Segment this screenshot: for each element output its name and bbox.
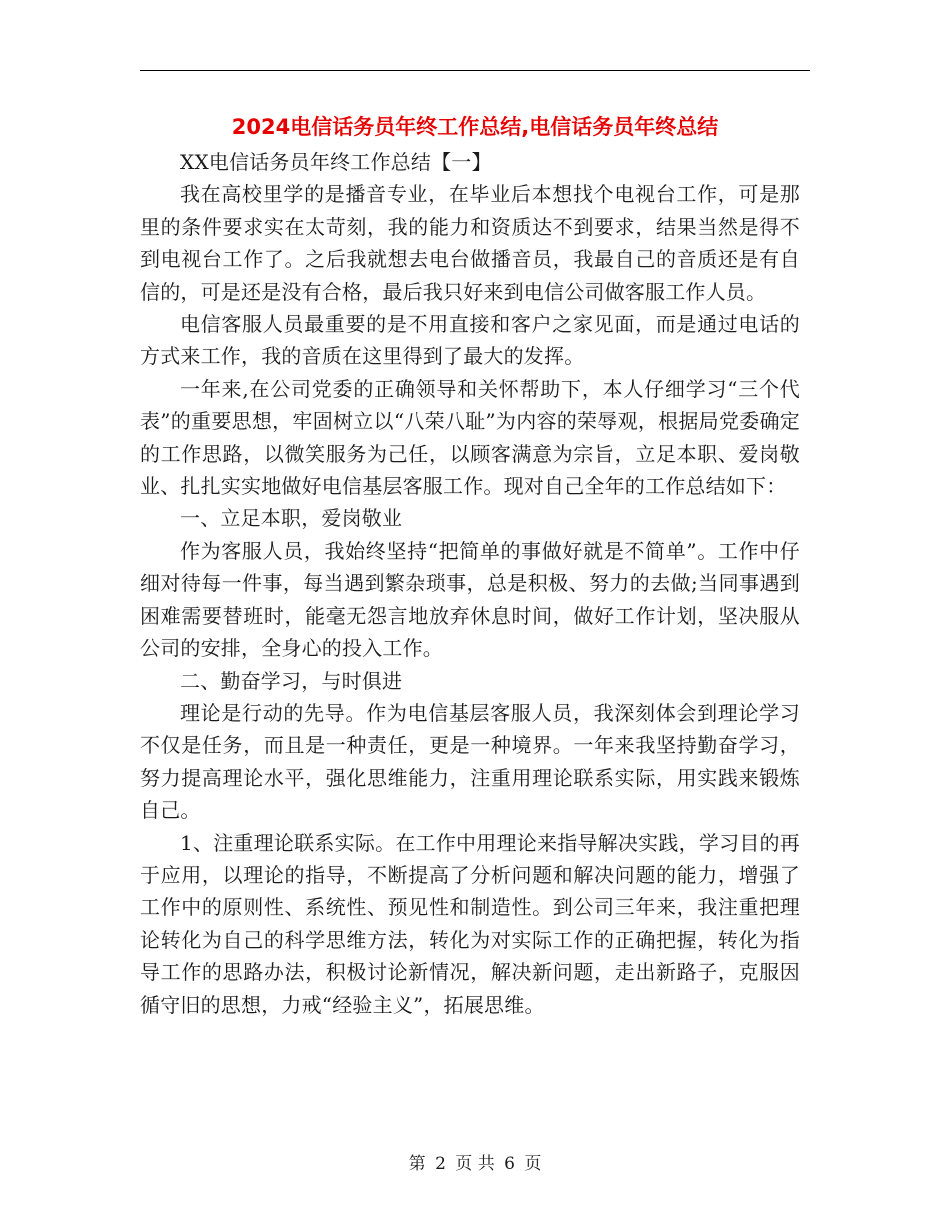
total-pages-number: 6 [504, 1154, 515, 1174]
header-rule [140, 70, 810, 71]
paragraph-theory-practice: 1、注重理论联系实际。在工作中用理论来指导解决实践，学习目的再于应用，以理论的指导，不断提高了分析问题和解决问题的能力，增强了工作中的原则性、系统性、预见性和制造性。到公司三年来，我注重把理论转化为自己的科学思维方法，转化为对实际工作的正确把握，转化为指导工作的思路办法，积极讨论新情况，解决新问题，走出新路子，克服因循守旧的思想，力戒“经验主义”，拓展思维。 [140, 830, 800, 1017]
paragraph-dedication: 作为客服人员，我始终坚持“把简单的事做好就是不简单”。工作中仔细对待每一件事，每当遇到繁杂琐事，总是积极、努力的去做;当同事遇到困难需要替班时，能毫无怨言地放弃休息时间，做好工作计划，坚决服从公司的安排，全身心的投入工作。 [140, 538, 800, 661]
page-footer [0, 1152, 950, 1176]
page-label-suffix: 页 [524, 1154, 542, 1174]
paragraph-study: 理论是行动的先导。作为电信基层客服人员，我深刻体会到理论学习不仅是任务，而且是一种责任，更是一种境界。一年来我坚持勤奋学习，努力提高理论水平，强化思维能力，注重用理论联系实际，用实践来锻炼自己。 [140, 700, 800, 823]
paragraph-background: 我在高校里学的是播音专业，在毕业后本想找个电视台工作，可是那里的条件要求实在太苛刻，我的能力和资质达不到要求，结果当然是得不到电视台工作了。之后我就想去电台做播音员，我最自己的音质还是有自信的，可是还是没有合格，最后我只好来到电信公司做客服工作人员。 [140, 182, 800, 304]
paragraph-customer-service: 电信客服人员最重要的是不用直接和客户之家见面，而是通过电话的方式来工作，我的音质在这里得到了最大的发挥。 [140, 312, 800, 369]
document-body [140, 146, 800, 1021]
page-label-mid: 页 共 [455, 1154, 495, 1174]
section-heading-two: 二、勤奋学习，与时俱进 [180, 668, 403, 693]
paragraph-year-overview: 一年来,在公司党委的正确领导和关怀帮助下，本人仔细学习“三个代表”的重要思想，牢固树立以“八荣八耻”为内容的荣辱观，根据局党委确定的工作思路，以微笑服务为己任，以顾客满意为宗旨，立足本职、爱岗敬业、扎扎实实地做好电信基层客服工作。现对自己全年的工作总结如下： [140, 376, 800, 499]
page-label-prefix: 第 [408, 1154, 426, 1174]
section-heading-one: 一、立足本职，爱岗敬业 [180, 506, 403, 531]
current-page-number: 2 [435, 1154, 446, 1174]
document-title: 2024电信话务员年终工作总结,电信话务员年终总结 [231, 115, 719, 139]
section-heading-summary-one: XX电信话务员年终工作总结【一】 [180, 150, 492, 174]
